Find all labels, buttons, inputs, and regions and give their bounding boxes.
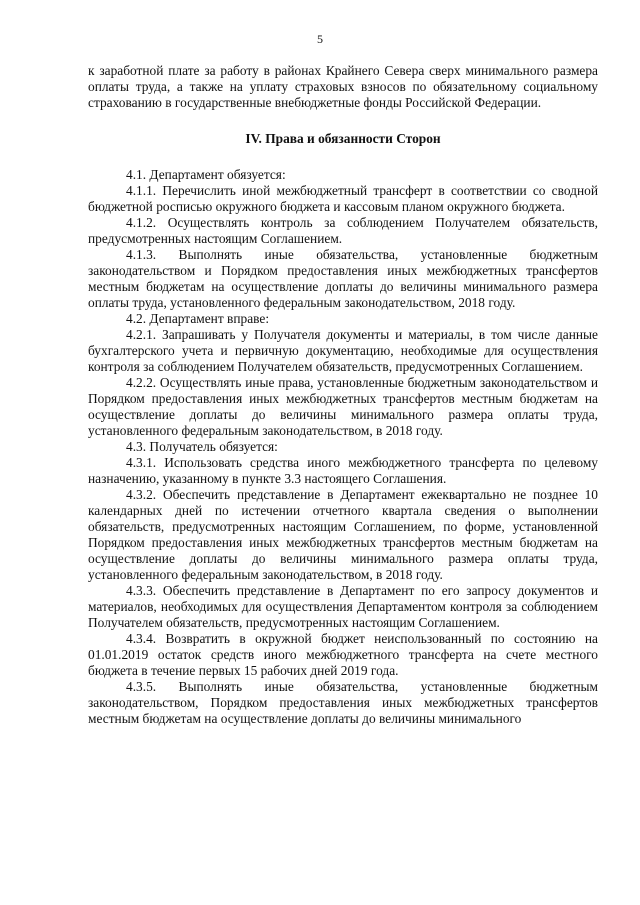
paragraph-4-2-2: 4.2.2. Осуществлять иные права, установленные бюджетным законодательством и Порядком предоставления иных межбюджетных трансфертов местным бюджетам на осуществление доплаты до величины минимального размера оплаты труда, установленного федеральным законодательством, в 2018 году.	[88, 375, 598, 438]
paragraph-4-3-2: 4.3.2. Обеспечить представление в Департамент ежеквартально не позднее 10 календарных дней по истечении отчетного квартала сведения о выполнении обязательств, предусмотренных настоящим Соглашением, по форме, установленной Порядком предоставления иных межбюджетных трансфертов местным бюджетам на осуществление доплаты до величины минимального размера оплаты труда, установленного федеральным законодательством, в 2018 году.	[88, 487, 598, 582]
intro-paragraph: к заработной плате за работу в районах Крайнего Севера сверх минимального размера оплаты труда, а также на уплату страховых взносов по обязательному социальному страхованию в государственные внебюджетные фонды Российской Федерации.	[88, 63, 598, 110]
page-content	[88, 63, 598, 727]
paragraph-4-1-1: 4.1.1. Перечислить иной межбюджетный трансферт в соответствии со сводной бюджетной росписью окружного бюджета и кассовым планом окружного бюджета.	[88, 183, 598, 214]
paragraph-4-3-4: 4.3.4. Возвратить в окружной бюджет неиспользованный по состоянию на 01.01.2019 остаток средств иного межбюджетного трансферта на счете местного бюджета в течение первых 15 рабочих дней 2019 года.	[88, 631, 598, 678]
section-title: IV. Права и обязанности Сторон	[245, 131, 441, 146]
paragraph-4-1: 4.1. Департамент обязуется:	[126, 167, 286, 182]
paragraph-4-2: 4.2. Департамент вправе:	[126, 311, 270, 326]
paragraph-4-3-3: 4.3.3. Обеспечить представление в Департамент по его запросу документов и материалов, необходимых для осуществления Департаментом контроля за соблюдением Получателем обязательств, предусмотренных настоящим Соглашением.	[88, 583, 598, 630]
paragraph-4-3-1: 4.3.1. Использовать средства иного межбюджетного трансферта по целевому назначению, указанному в пункте 3.3 настоящего Соглашения.	[88, 455, 598, 486]
paragraph-4-3: 4.3. Получатель обязуется:	[126, 439, 278, 454]
paragraph-4-1-2: 4.1.2. Осуществлять контроль за соблюдением Получателем обязательств, предусмотренных настоящим Соглашением.	[88, 215, 598, 246]
page-number: 5	[317, 32, 323, 46]
paragraph-4-1-3: 4.1.3. Выполнять иные обязательства, установленные бюджетным законодательством и Порядком предоставления иных межбюджетных трансфертов местным бюджетам на осуществление доплаты до величины минимального размера оплаты труда, установленного федеральным законодательством, 2018 году.	[88, 247, 598, 310]
paragraph-4-3-5: 4.3.5. Выполнять иные обязательства, установленные бюджетным законодательством, Порядком предоставления иных межбюджетных трансфертов местным бюджетам на осуществление доплаты до величины минимального	[88, 679, 598, 726]
paragraph-4-2-1: 4.2.1. Запрашивать у Получателя документы и материалы, в том числе данные бухгалтерского учета и первичную документацию, необходимые для осуществления контроля за соблюдением Получателем обязательств, предусмотренных Соглашением.	[88, 327, 598, 374]
